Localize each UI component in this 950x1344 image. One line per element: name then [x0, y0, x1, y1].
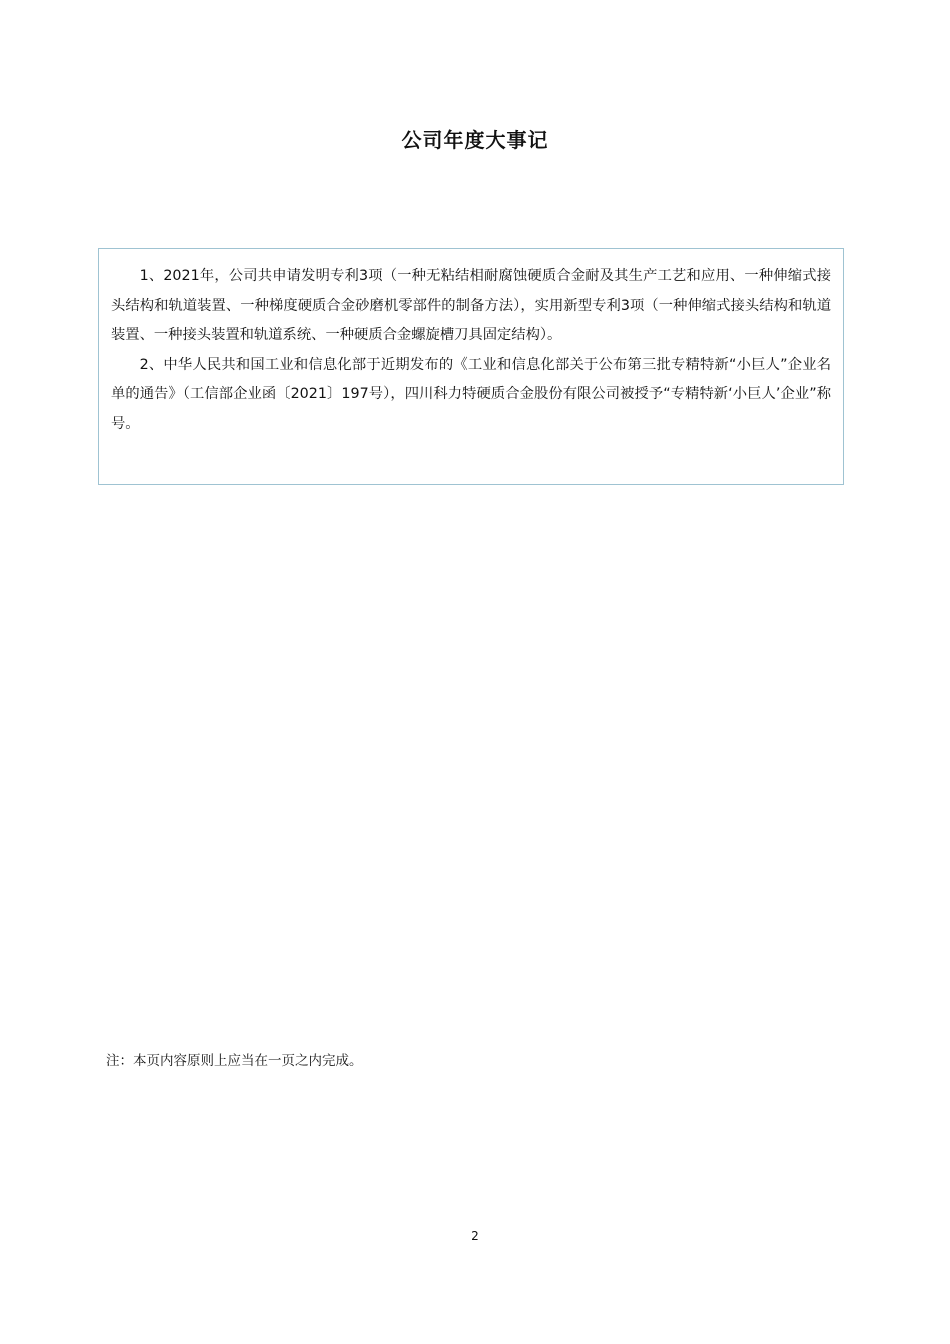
event-item-1: 1、2021年，公司共申请发明专利3项（一种无粘结相耐腐蚀硬质合金耐及其生产工艺和应用、一种伸缩式接头结构和轨道装置、一种梯度硬质合金砂磨机零部件的制备方法），实用新型专利3项（一种伸缩式接头结构和轨道装置、一种接头装置和轨道系统、一种硬质合金螺旋槽刀具固定结构）。 [111, 268, 831, 343]
event-item-2: 2、中华人民共和国工业和信息化部于近期发布的《工业和信息化部关于公布第三批专精特新“小巨人”企业名单的通告》（工信部企业函〔2021〕197号），四川科力特硬质合金股份有限公司被授予“专精特新‘小巨人’企业”称号。 [111, 356, 831, 432]
page-footnote: 注：本页内容原则上应当在一页之内完成。 [106, 1053, 363, 1069]
annual-events-box [98, 248, 844, 485]
page-title: 公司年度大事记 [401, 128, 549, 152]
page-number: 2 [471, 1229, 479, 1243]
